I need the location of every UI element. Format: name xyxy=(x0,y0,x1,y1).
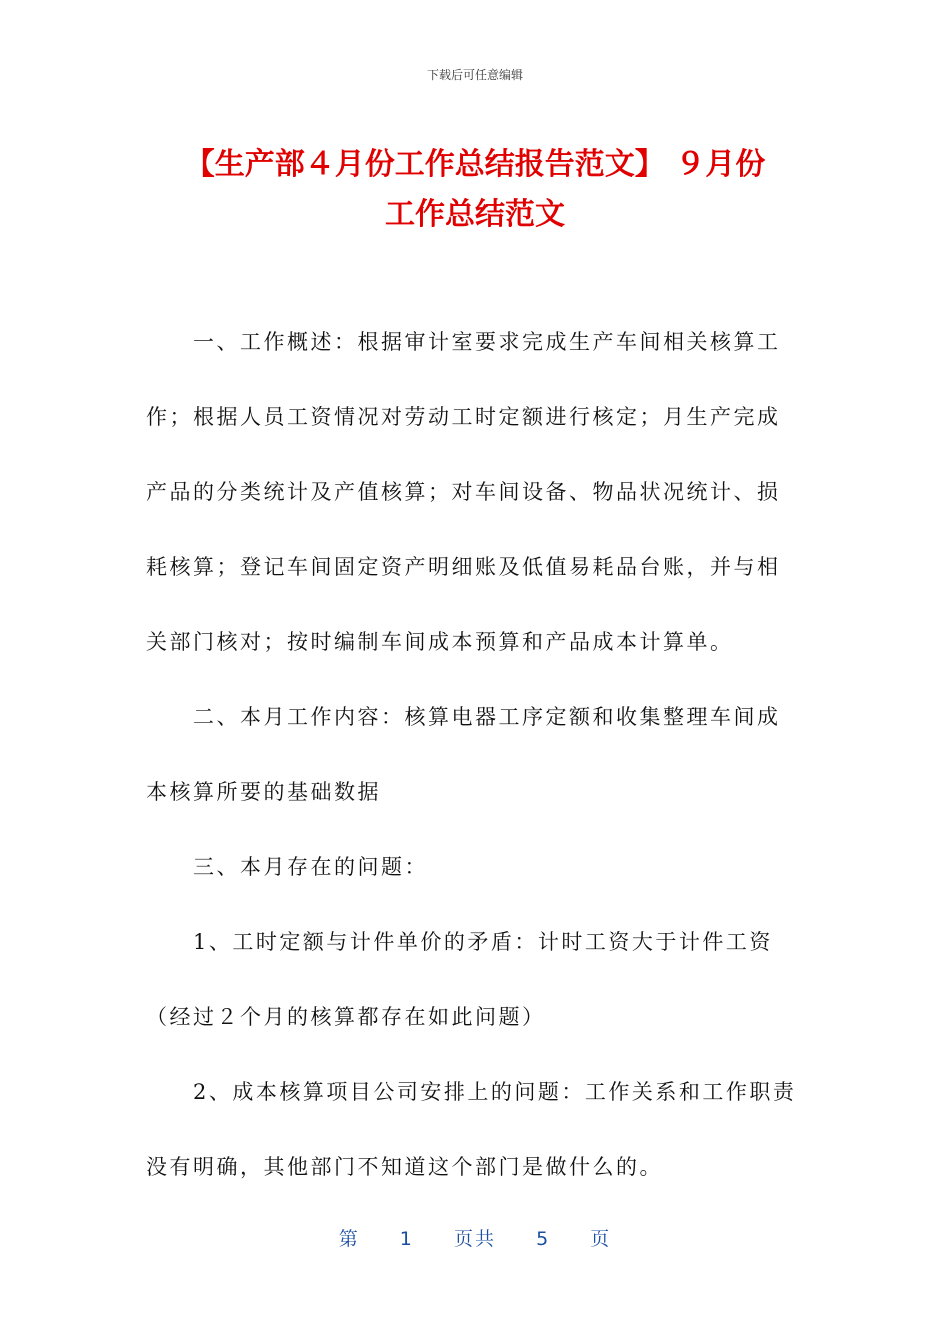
text-line: 本核算所要的基础数据 xyxy=(146,780,381,804)
paragraph-problems-heading xyxy=(146,830,806,905)
footer-suffix: 页 xyxy=(590,1228,612,1250)
text-line: （经过２个月的核算都存在如此问题） xyxy=(146,1005,546,1029)
footer-middle: 页共 xyxy=(453,1228,496,1250)
footer-page-number: 1 xyxy=(399,1228,414,1250)
footer-prefix: 第 xyxy=(338,1228,360,1250)
text-line: 二、本月工作内容：核算电器工序定额和收集整理车间成 xyxy=(146,705,781,729)
paragraph-work-content xyxy=(146,680,806,830)
paragraph-problem-2 xyxy=(146,1055,806,1205)
text-line: 作；根据人员工资情况对劳动工时定额进行核定；月生产完成 xyxy=(146,405,781,429)
page-header: 下载后可任意编辑 xyxy=(426,68,523,82)
paragraph-problem-1 xyxy=(146,905,806,1055)
text-line: 1、工时定额与计件单价的矛盾：计时工资大于计件工资 xyxy=(146,930,773,954)
text-line: 耗核算；登记车间固定资产明细账及低值易耗品台账，并与相 xyxy=(146,555,781,579)
text-line: 产品的分类统计及产值核算；对车间设备、物品状况统计、损 xyxy=(146,480,781,504)
text-line: 关部门核对；按时编制车间成本预算和产品成本计算单。 xyxy=(146,630,734,654)
footer-total-pages: 5 xyxy=(536,1228,551,1250)
title-line-2: 工作总结范文 xyxy=(385,197,565,232)
text-line: 没有明确，其他部门不知道这个部门是做什么的。 xyxy=(146,1155,663,1179)
text-line: 一、工作概述：根据审计室要求完成生产车间相关核算工 xyxy=(146,330,781,354)
text-line: 三、本月存在的问题： xyxy=(146,855,428,879)
document-title xyxy=(100,140,850,240)
page-footer xyxy=(0,1224,950,1251)
paragraph-overview xyxy=(146,305,806,680)
title-line-1: 【生产部４月份工作总结报告范文】 ９月份 xyxy=(184,147,766,182)
text-line: 2、成本核算项目公司安排上的问题：工作关系和工作职责 xyxy=(146,1080,797,1104)
